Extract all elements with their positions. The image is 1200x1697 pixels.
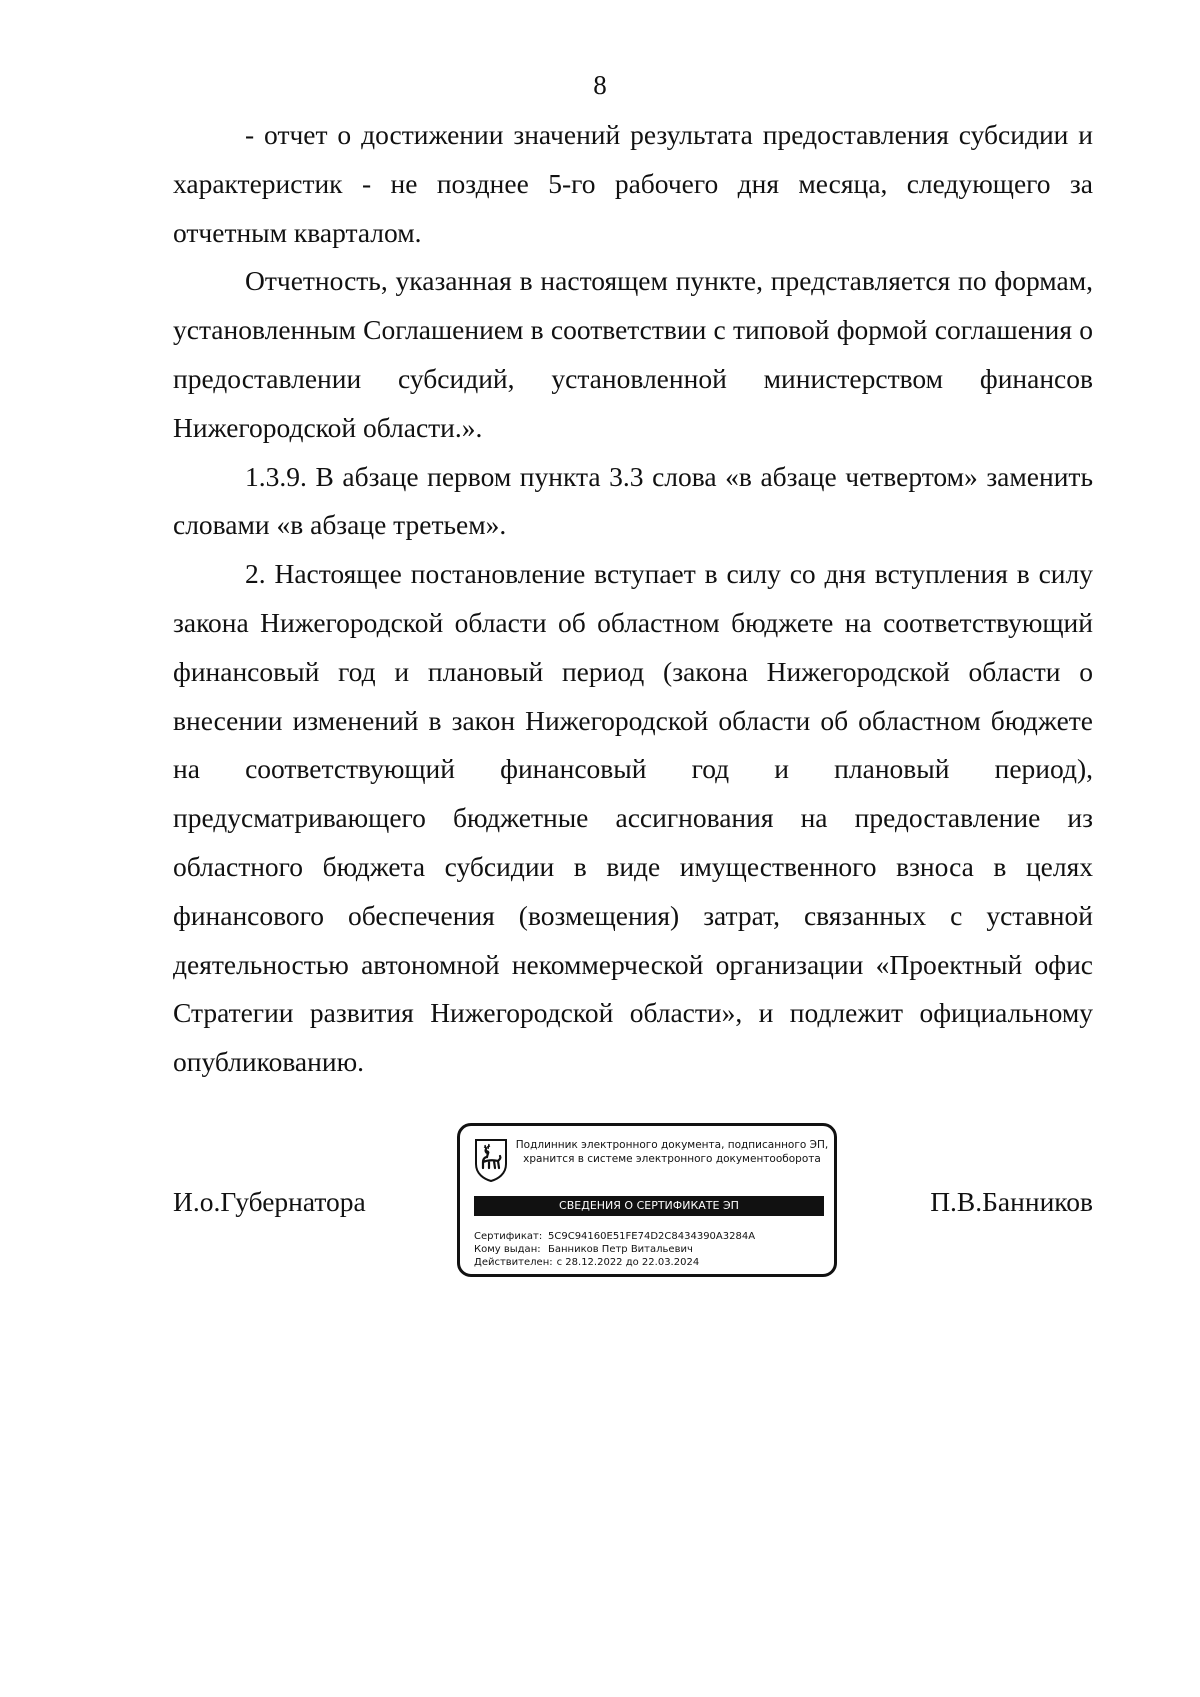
paragraph-amendment-1-3-9: 1.3.9. В абзаце первом пункта 3.3 слова «в абзаце четвертом» заменить словами «в абзаце третьем».	[173, 460, 1093, 541]
issued-to-value: Банников Петр Витальевич	[548, 1244, 693, 1255]
stamp-title-bar: СВЕДЕНИЯ О СЕРТИФИКАТЕ ЭП	[474, 1196, 824, 1216]
paragraph-report-deadline: - отчет о достижении значений результата предоставления субсидии и характеристик - не позднее 5-го рабочего дня месяца, следующего за отчетным кварталом.	[173, 119, 1093, 248]
electronic-signature-stamp	[457, 1123, 837, 1277]
signer-position: И.о.Губернатора	[173, 1186, 366, 1217]
signature-block	[173, 1123, 1093, 1283]
document-body	[173, 111, 1093, 1087]
deer-coat-of-arms-icon	[474, 1138, 508, 1182]
stamp-header	[514, 1138, 830, 1166]
signer-name: П.В.Банников	[930, 1186, 1093, 1217]
paragraph-entry-into-force: 2. Настоящее постановление вступает в силу со дня вступления в силу закона Нижегородской области об областном бюджете на соответствующий финансовый год и плановый период (закона Нижегородской области о внесении изменений в закон Нижегородской области об областном бюджете на соответствующий финансовый год и плановый период), предусматривающего бюджетные ассигнования на предоставление из областного бюджета субсидии в виде имущественного взноса в целях финансового обеспечения (возмещения) затрат, связанных с уставной деятельностью автономной некоммерческой организации «Проектный офис Стратегии развития Нижегородской области», и подлежит официальному опубликованию.	[173, 558, 1093, 1078]
issued-to-label: Кому выдан:	[474, 1244, 541, 1255]
certificate-value: 5C9C94160E51FE74D2C8434390A3284A	[548, 1231, 756, 1242]
stamp-header-line-2: хранится в системе электронного документооборота	[523, 1153, 821, 1165]
validity-value: с 28.12.2022 до 22.03.2024	[556, 1257, 700, 1268]
page-number: 8	[593, 70, 607, 100]
stamp-certificate-details	[474, 1230, 824, 1269]
issued-to-row	[474, 1243, 824, 1256]
certificate-label: Сертификат:	[474, 1231, 543, 1242]
certificate-row	[474, 1230, 824, 1243]
validity-row	[474, 1256, 824, 1269]
stamp-header-line-1: Подлинник электронного документа, подписанного ЭП,	[515, 1139, 829, 1151]
validity-label: Действителен:	[474, 1257, 553, 1268]
paragraph-reporting-forms: Отчетность, указанная в настоящем пункте, представляется по формам, установленным Соглашением в соответствии с типовой формой соглашения о предоставлении субсидий, установленной министерством финансов Нижегородской области.».	[173, 265, 1093, 443]
